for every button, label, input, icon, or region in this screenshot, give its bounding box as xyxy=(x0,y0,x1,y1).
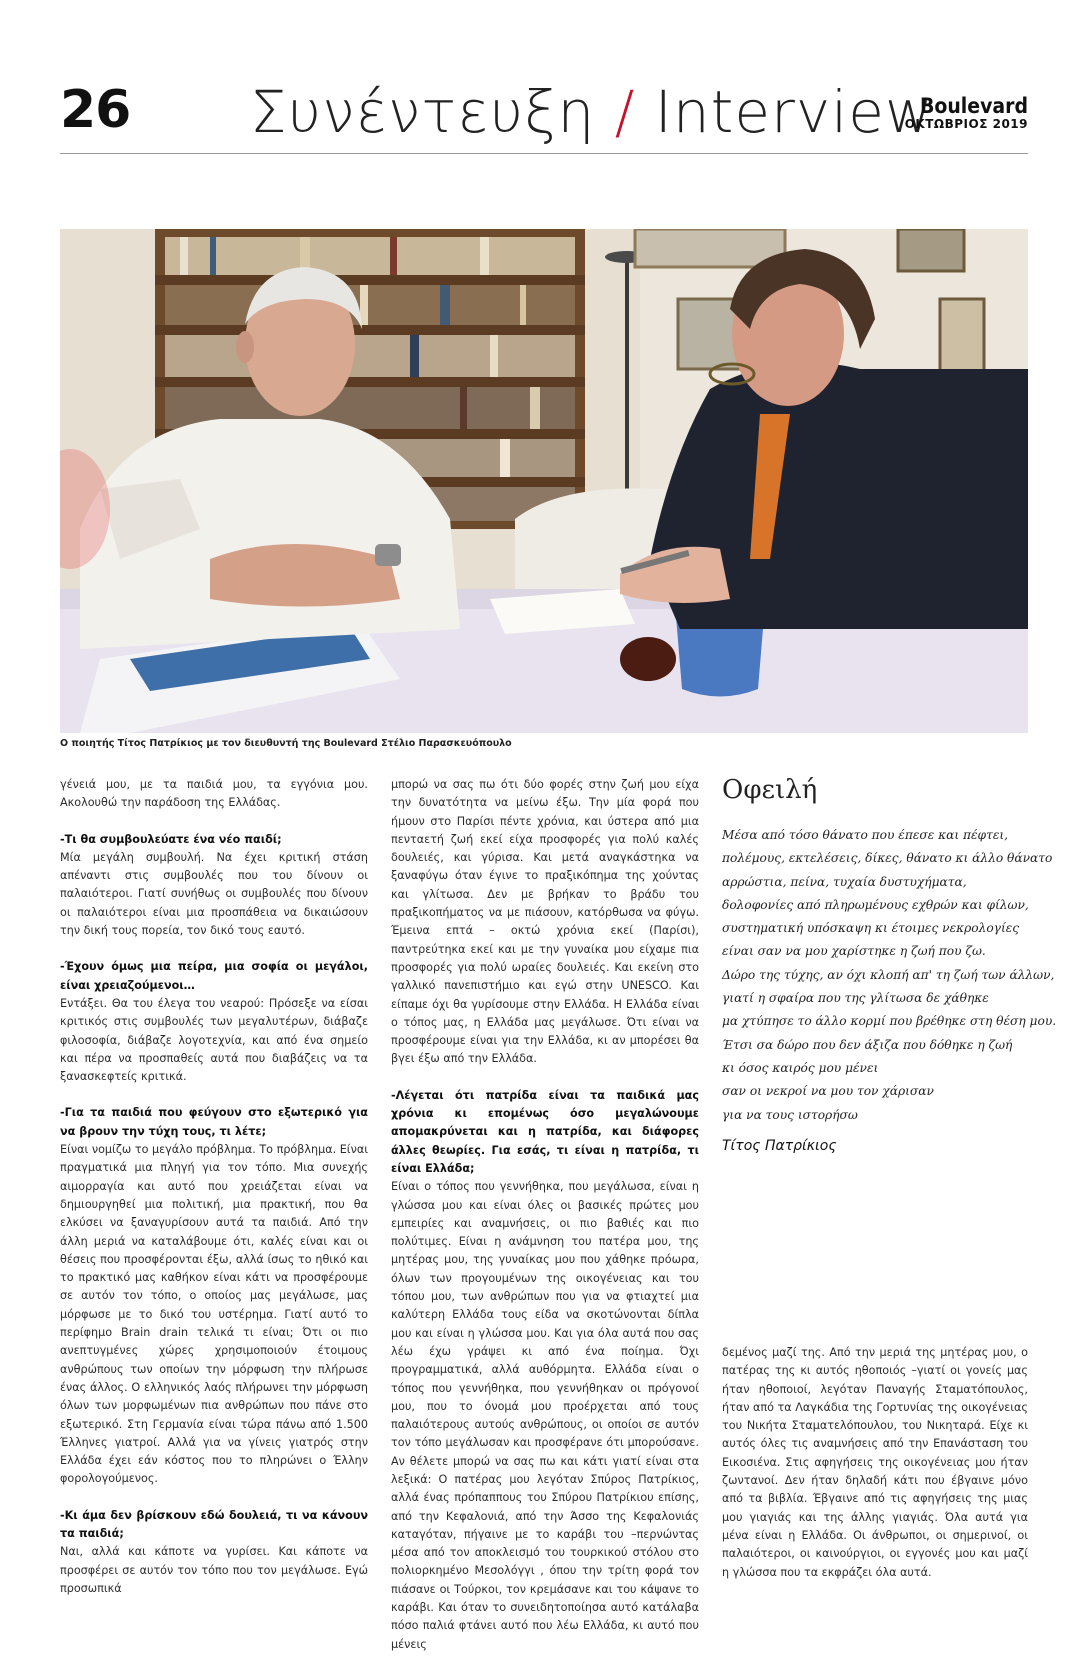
brand-name: Boulevard xyxy=(919,94,1028,118)
poem-line: Έτσι σα δώρο που δεν άξιζα που δόθηκε η ζωή xyxy=(722,1037,1013,1052)
question: -Λέγεται ότι πατρίδα είναι τα παιδικά μας χρόνια κι επομένως όσο μεγαλώνουμε απομακρύνεται και η πατρίδα, και διάφορες άλλες θεωρίες. Για εσάς, τι είναι η πατρίδα, τι είναι Ελλάδα; xyxy=(391,1088,699,1175)
poem-line: γιατί η σφαίρα που της γλίτωσα δε χάθηκε xyxy=(722,991,989,1006)
article-column-3 xyxy=(722,1344,1028,1600)
question: -Έχουν όμως μια πείρα, μια σοφία οι μεγάλοι, είναι χρειαζούμενοι… xyxy=(60,960,368,992)
poem-author: Τίτος Πατρίκιος xyxy=(722,1138,837,1154)
photo-caption: Ο ποιητής Τίτος Πατρίκιος με τον διευθυντή της Boulevard Στέλιο Παρασκευόπουλο xyxy=(60,738,512,749)
article-column-1 xyxy=(60,776,368,1616)
section-title-slash: / xyxy=(614,78,636,146)
poem-line: για να τους ιστορήσω xyxy=(722,1107,858,1122)
magazine-brand xyxy=(905,95,1028,131)
interview-photo-illustration xyxy=(60,229,1028,733)
answer: Είναι ο τόπος που γεννήθηκα, που μεγάλωσα, είναι η γλώσσα μου και είναι όλες οι βασικές πρώτες μου εμπειρίες και αναμνήσεις, οι πιο βαθιές και πιο πολύτιμες. Είναι η ανάμνηση του πατέρα μου, της μητέρας μου, της γυναίκας μου που χάθηκε πρόωρα, όλων των προγουμένων της οικογένειας και του τόπου μου, των ανθρώπων που για να φτιαχτεί μια καλύτερη Ελλάδα τους είδα να σκοτώνονται δίπλα μου και είναι η γλώσσα μου. Και για όλα αυτά που σας λέω έχω γράψει κι από ένα ποίημα. Όχι προγραμματικά, αλλά αυθόρμητα. Ελλάδα είναι ο τόπος που γεννήθηκα, που γεννήθηκαν οι πρόγονοί μου, που το όνομά μου προέρχεται από τους παλαιότερους αυτούς ανθρώπους, οι οποίοι σε αυτόν τον τόπο μεγάλωσαν και προσφέρανε ότι μπορούσανε. Αν θέλετε μπορώ να σας πω και κάτι γιατί είναι στα λεξικά: Ο πατέρας μου λεγόταν Σπύρος Πατρίκιος, αλλά ένας πρόπαππους του Σπύρου Πατρίκιου επίσης, από την Κεφαλονιά, από την Άσσο της Κεφαλονιάς καταγόταν, πήγαινε με το καράβι του –περνώντας μέσα από τον αποκλεισμό του τουρκικού στόλου στο πολιορκημένο Μεσολόγγι , όπου την τρίτη φορά τον πιάσανε οι Τούρκοι, τον κρεμάσανε και του κάψανε το καράβι. Και όταν το συνειδητοποίησα αυτό κατάλαβα πόσο παλιά φτάνει αυτό που λέω Ελλάδα, κι αυτό που μένεις xyxy=(391,1180,699,1651)
answer: Εντάξει. Θα του έλεγα του νεαρού: Πρόσεξε να είσαι κριτικός στις συμβουλές των μεγαλυτέρων, διάβαζε φιλοσοφία, διάβαζε λογοτεχνία, και από ένα σημείο και πέρα να προσπαθείς αυτά που διαβάζεις να τα ξανασκεφτείς κριτικά. xyxy=(60,996,368,1084)
poem-line: είναι σαν να μου χαρίστηκε η ζωή που ζω. xyxy=(722,944,986,959)
paragraph: δεμένος μαζί της. Από την μεριά της μητέρας μου, ο πατέρας της κι αυτός ηθοποιός –γιατί οι γονείς μας ήταν ηθοποιοί, λεγόταν Παναγής Σταματόπουλος, ήταν από τα Λαγκάδια της Γορτυνίας της οικογένειας του Νικήτα Σταματελόπουλου, του Νικηταρά. Είχε κι αυτός όλες τις αναμνήσεις από την Επανάσταση του Εικοσιένα. Στις αφηγήσεις της οικογένειας μου ήταν ζωντανοί. Δεν ήταν δηλαδή κάτι που έβγαινε μόνο από τα βιβλία. Έβγαινε από τις αφηγήσεις της μιας μου γιαγιάς και της άλλης γιαγιάς. Όλα αυτά για μένα είναι η Ελλάδα. Οι άνθρωποι, οι σημερινοί, οι παλαιότεροι, οι καινούργιοι, οι εγγονές μου και μαζί η γλώσσα που τα εκφράζει όλα αυτά. xyxy=(722,1346,1028,1579)
issue-date: ΟΚΤΩΒΡΙΟΣ 2019 xyxy=(904,117,1028,131)
paragraph: μπορώ να σας πω ότι δύο φορές στην ζωή μου είχα την δυνατότητα να μείνω έξω. Την μία φορά που ήμουν στο Παρίσι πέντε χρόνια, και ύστερα από μια πενταετή ζωή εκεί είχα προσφορές για πολύ καλές δουλειές, και γύρισα. Και μετά αναγκάστηκα να ξαναφύγω όταν έγινε το πραξικόπημα της χούντας και γλίτωσα. Δεν με βρήκαν το βράδυ του πραξικοπήματος να με πιάσουν, κατόρθωσα να φύγω. Έμεινα επτά – οκτώ χρόνια εκεί (Παρίσι), παντρεύτηκα εκεί και με την γυναίκα μου είχαμε πια προσφορές για πολύ ωραίες δουλειές. Και εκείνη στο γαλλικό πανεπιστήμιο και εγώ στην UNESCO. Και είπαμε όχι θα γυρίσουμε στην Ελλάδα. Η Ελλάδα είναι ο τόπος μας, η Ελλάδα μας μεγάλωσε. Ότι είναι να προσφέρουμε είναι για την Ελλάδα, κι αν μπορέσει θα βγει έξω από την Ελλάδα. xyxy=(391,778,699,1066)
poem-line: Μέσα από τόσο θάνατο που έπεσε και πέφτει, xyxy=(722,828,1009,842)
poem-line: πολέμους, εκτελέσεις, δίκες, θάνατο κι άλλο θάνατο xyxy=(722,851,1053,866)
poem-line: κι όσος καιρός μου μένει xyxy=(722,1060,879,1075)
section-title-greek: Συνέντευξη xyxy=(250,78,596,146)
poem-title: Οφειλή xyxy=(722,775,818,805)
poem-line: δολοφονίες από πληρωμένους εχθρών και φίλων, xyxy=(722,897,1029,912)
poem-body xyxy=(722,824,1057,1127)
page-number: 26 xyxy=(60,80,131,140)
section-title-english: Interview xyxy=(654,78,934,146)
floor-lamp xyxy=(625,259,629,509)
interview-photo xyxy=(60,229,1028,733)
poem-line: σαν οι νεκροί να μου τον χάρισαν xyxy=(722,1084,934,1099)
section-title xyxy=(250,78,933,146)
poem-line: συστηματική υπόσκαψη κι έτοιμες νεκρολογίες xyxy=(722,921,1020,936)
header-divider xyxy=(60,153,1028,154)
pipe xyxy=(620,637,676,681)
answer: Ναι, αλλά και κάποτε να γυρίσει. Και κάποτε να προσφέρει σε αυτόν τον τόπο που τον μεγάλωσε. Εγώ προσωπικά xyxy=(60,1545,368,1595)
poem-line: Δώρο της τύχης, αν όχι κλοπή απ' τη ζωή των άλλων, xyxy=(722,967,1055,982)
answer: Είναι νομίζω το μεγάλο πρόβλημα. Το πρόβλημα. Είναι πραγματικά μια πληγή για τον τόπο. Μια συνεχής αιμορραγία και αυτό που χρειάζεται είναι να δημιουργηθεί μια πολιτική, μια πρακτική, που θα ελκύσει να ξαναγυρίσουν αυτά τα παιδιά. Από την άλλη μεριά να καταλάβουμε ότι, καλές είναι και οι θέσεις που προσφέρονται έξω, αλλά ίσως το ηθικό και το πρακτικό μας καθήκον είναι κάτι να προσφέρουμε σε αυτόν τον τόπο, ο οποίος μας μεγάλωσε, μας μόρφωσε με το δικό του υστέρημα. Γιατί αυτό το περίφημο Brain drain τελικά τι είναι; Ότι οι πιο ανεπτυγμένες χώρες χρησιμοποιούν έτοιμους ανθρώπους των οποίων την μόρφωση την πλήρωσε ένας άλλος. Ο ελληνικός λαός πλήρωνει την μόρφωση όλων των μορφωμένων πια ανθρώπων που πάνε στο εξωτερικό. Στη Γερμανία είναι τώρα πάνω από 1.500 Έλληνες γιατροί. Αλλά για να γίνεις γιατρός στην Ελλάδα έχει εάν κόστος που το πληρώνει ο Έλλην φορολογούμενος. xyxy=(60,1143,368,1486)
answer: Μία μεγάλη συμβουλή. Να έχει κριτική στάση απέναντι στις συμβουλές που του δίνουν οι παλαιότεροι. Γιατί συνήθως οι συμβουλές που δίνουν οι παλαιότεροι είναι μια προσπάθεια να δικαιώσουν την δική τους πορεία, τον δικό τους εαυτό. xyxy=(60,850,368,938)
poem-line: αρρώστια, πείνα, τυχαία δυστυχήματα, xyxy=(722,874,967,889)
article-column-2 xyxy=(391,776,699,1672)
question: -Τι θα συμβουλεύατε ένα νέο παιδί; xyxy=(60,832,282,846)
question: -Για τα παιδιά που φεύγουν στο εξωτερικό για να βρουν την τύχη τους, τι λέτε; xyxy=(60,1106,368,1138)
paragraph: γένειά μου, με τα παιδιά μου, τα εγγόνια μου. Ακολουθώ την παράδοση της Ελλάδας. xyxy=(60,778,368,810)
poem-line: μα χτύπησε το άλλο κορμί που βρέθηκε στη θέση μου. xyxy=(722,1014,1057,1029)
question: -Κι άμα δεν βρίσκουν εδώ δουλειά, τι να κάνουν τα παιδιά; xyxy=(60,1508,368,1540)
